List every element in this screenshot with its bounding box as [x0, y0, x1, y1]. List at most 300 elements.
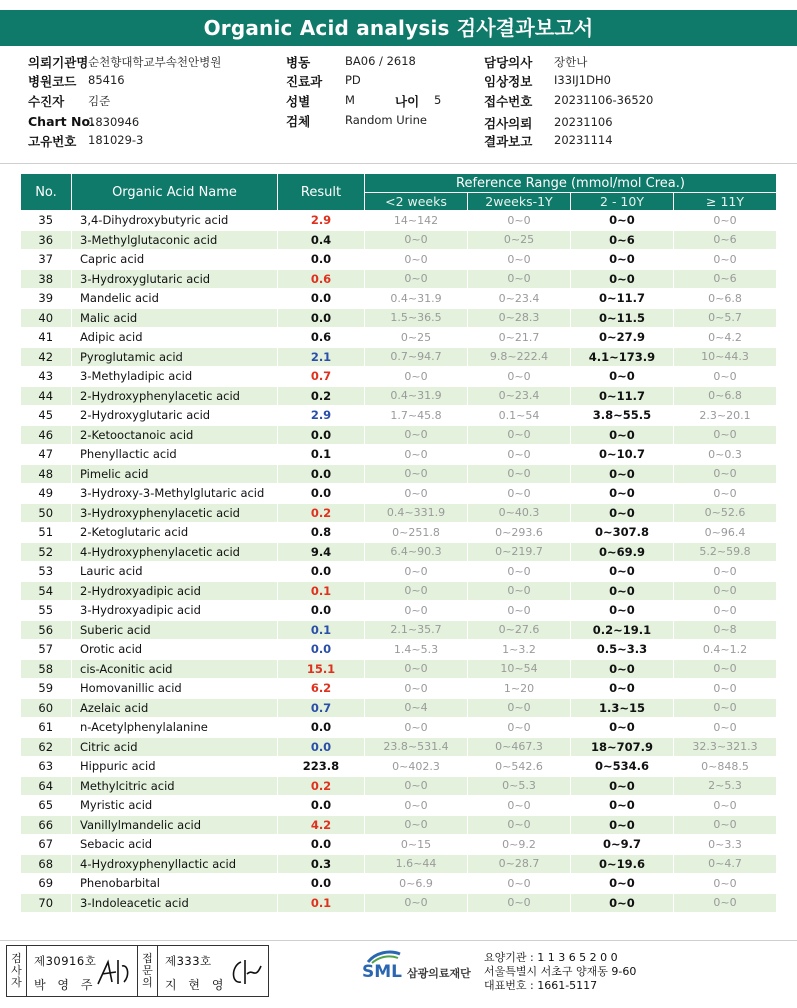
ref-under-2-weeks: 0~0: [365, 269, 468, 289]
info-label: 진료과: [286, 74, 323, 89]
row-number: 52: [21, 542, 72, 562]
result-value: 0.0: [278, 250, 365, 270]
info-value: 20231106-36520: [554, 93, 654, 107]
acid-name: Suberic acid: [72, 620, 278, 640]
approver-label: [138, 946, 158, 996]
ref-under-2-weeks: 0~0: [365, 679, 468, 699]
ref-under-2-weeks: 0~15: [365, 835, 468, 855]
ref-2-weeks-1-year: 0~0: [468, 815, 571, 835]
acid-name: 2-Ketoglutaric acid: [72, 523, 278, 543]
ref-11-years-plus: 10~44.3: [674, 347, 777, 367]
info-label: 수진자: [28, 94, 65, 109]
ref-2-10-years: 0~0: [571, 503, 674, 523]
ref-under-2-weeks: 14~142: [365, 211, 468, 231]
ref-2-weeks-1-year: 1~3.2: [468, 640, 571, 660]
col-header-result: Result: [278, 174, 365, 211]
table-row: [21, 386, 777, 406]
ref-2-10-years: 0~0: [571, 776, 674, 796]
ref-under-2-weeks: 0.4~331.9: [365, 503, 468, 523]
ref-under-2-weeks: 0~0: [365, 425, 468, 445]
acid-name: 3-Indoleacetic acid: [72, 893, 278, 913]
inspector-code: 제30916호: [34, 954, 97, 968]
result-value: 0.2: [278, 503, 365, 523]
ref-11-years-plus: 32.3~321.3: [674, 737, 777, 757]
col-header-no: No.: [21, 174, 72, 211]
row-number: 40: [21, 308, 72, 328]
acid-name: Vanillylmandelic acid: [72, 815, 278, 835]
label-char: 검: [11, 952, 22, 965]
row-number: 59: [21, 679, 72, 699]
ref-2-10-years: 0~6: [571, 230, 674, 250]
info-value: 20231106: [554, 115, 613, 129]
ref-11-years-plus: 0~0: [674, 874, 777, 894]
result-value: 15.1: [278, 659, 365, 679]
ref-2-10-years: 0~19.6: [571, 854, 674, 874]
ref-11-years-plus: 0~0: [674, 815, 777, 835]
ref-11-years-plus: 0~6.8: [674, 386, 777, 406]
acid-name: Phenyllactic acid: [72, 445, 278, 465]
ref-under-2-weeks: 0.4~31.9: [365, 289, 468, 309]
ref-under-2-weeks: 0~0: [365, 815, 468, 835]
result-value: 0.2: [278, 776, 365, 796]
label-char: 사: [11, 964, 22, 977]
acid-name: Malic acid: [72, 308, 278, 328]
header-divider: [0, 163, 797, 164]
table-row: [21, 796, 777, 816]
ref-2-weeks-1-year: 0~219.7: [468, 542, 571, 562]
info-value: 181029-3: [88, 133, 144, 147]
result-value: 0.2: [278, 386, 365, 406]
sml-logo: [362, 950, 482, 990]
ref-11-years-plus: 0~0.3: [674, 445, 777, 465]
col-header-range: 2 - 10Y: [571, 193, 674, 211]
report-title: Organic Acid analysis 검사결과보고서: [0, 10, 797, 46]
ref-11-years-plus: 2.3~20.1: [674, 406, 777, 426]
result-value: 0.0: [278, 484, 365, 504]
approver-signature: [227, 956, 263, 990]
acid-name: 3-Hydroxy-3-Methylglutaric acid: [72, 484, 278, 504]
inspector-name: 박 영 주: [34, 978, 97, 992]
ref-2-weeks-1-year: 0~9.2: [468, 835, 571, 855]
row-number: 47: [21, 445, 72, 465]
acid-name: 2-Hydroxyadipic acid: [72, 581, 278, 601]
signature-box: [6, 945, 269, 997]
row-number: 67: [21, 835, 72, 855]
acid-name: 2-Hydroxyphenylacetic acid: [72, 386, 278, 406]
col-header-range: <2 weeks: [365, 193, 468, 211]
age-label: 나이: [395, 94, 420, 109]
ref-under-2-weeks: 0~0: [365, 581, 468, 601]
result-value: 0.0: [278, 718, 365, 738]
ref-2-weeks-1-year: 0~293.6: [468, 523, 571, 543]
ref-2-weeks-1-year: 0~0: [468, 796, 571, 816]
ref-2-10-years: 0~10.7: [571, 445, 674, 465]
ref-2-10-years: 0~11.7: [571, 386, 674, 406]
ref-2-10-years: 0~0: [571, 464, 674, 484]
row-number: 36: [21, 230, 72, 250]
info-label: 검체: [286, 114, 311, 129]
table-row: [21, 269, 777, 289]
ref-under-2-weeks: 1.6~44: [365, 854, 468, 874]
ref-2-10-years: 0~0: [571, 562, 674, 582]
ref-under-2-weeks: 0~0: [365, 230, 468, 250]
ref-11-years-plus: 0.4~1.2: [674, 640, 777, 660]
ref-2-10-years: 0~0: [571, 718, 674, 738]
ref-11-years-plus: 2~5.3: [674, 776, 777, 796]
ref-2-weeks-1-year: 0~5.3: [468, 776, 571, 796]
ref-2-10-years: 0~27.9: [571, 328, 674, 348]
ref-2-weeks-1-year: 0~28.7: [468, 854, 571, 874]
label-char: 자: [11, 976, 22, 989]
approver-name: 지 현 영: [165, 978, 228, 992]
ref-2-10-years: 0~11.7: [571, 289, 674, 309]
table-row: [21, 893, 777, 913]
ref-2-weeks-1-year: 0~542.6: [468, 757, 571, 777]
row-number: 45: [21, 406, 72, 426]
ref-11-years-plus: 0~0: [674, 250, 777, 270]
col-header-reference: Reference Range (mmol/mol Crea.): [365, 174, 777, 193]
row-number: 51: [21, 523, 72, 543]
row-number: 63: [21, 757, 72, 777]
ref-2-weeks-1-year: 0.1~54: [468, 406, 571, 426]
result-value: 0.0: [278, 289, 365, 309]
result-value: 2.1: [278, 347, 365, 367]
acid-name: Orotic acid: [72, 640, 278, 660]
row-number: 39: [21, 289, 72, 309]
result-value: 4.2: [278, 815, 365, 835]
ref-11-years-plus: 0~8: [674, 620, 777, 640]
ref-11-years-plus: 0~4.2: [674, 328, 777, 348]
inspector-signature: [94, 956, 134, 990]
ref-under-2-weeks: 0~25: [365, 328, 468, 348]
ref-2-weeks-1-year: 0~467.3: [468, 737, 571, 757]
row-number: 54: [21, 581, 72, 601]
row-number: 69: [21, 874, 72, 894]
table-row: [21, 640, 777, 660]
table-row: [21, 308, 777, 328]
col-header-name: Organic Acid Name: [72, 174, 278, 211]
table-row: [21, 659, 777, 679]
ref-2-10-years: 0.2~19.1: [571, 620, 674, 640]
ref-2-10-years: 0~0: [571, 893, 674, 913]
row-number: 37: [21, 250, 72, 270]
result-value: 0.1: [278, 445, 365, 465]
ref-11-years-plus: 0~4.7: [674, 854, 777, 874]
table-row: [21, 737, 777, 757]
ref-2-10-years: 0~0: [571, 679, 674, 699]
ref-under-2-weeks: 0~0: [365, 718, 468, 738]
ref-11-years-plus: 0~0: [674, 211, 777, 231]
acid-name: Methylcitric acid: [72, 776, 278, 796]
acid-name: Citric acid: [72, 737, 278, 757]
acid-name: 3-Hydroxyadipic acid: [72, 601, 278, 621]
ref-under-2-weeks: 0~0: [365, 601, 468, 621]
table-row: [21, 328, 777, 348]
acid-name: n-Acetylphenylalanine: [72, 718, 278, 738]
ref-under-2-weeks: 1.7~45.8: [365, 406, 468, 426]
table-row: [21, 620, 777, 640]
ref-11-years-plus: 0~6: [674, 269, 777, 289]
footer-divider: [0, 940, 797, 941]
ref-under-2-weeks: 0~0: [365, 464, 468, 484]
ref-2-10-years: 0~69.9: [571, 542, 674, 562]
ref-2-10-years: 0~0: [571, 815, 674, 835]
inspector-label: [7, 946, 27, 996]
info-value: 85416: [88, 73, 125, 87]
row-number: 62: [21, 737, 72, 757]
acid-name: Mandelic acid: [72, 289, 278, 309]
row-number: 53: [21, 562, 72, 582]
info-label: 접수번호: [484, 94, 533, 109]
table-row: [21, 503, 777, 523]
result-value: 0.0: [278, 425, 365, 445]
info-label: 담당의사: [484, 55, 533, 70]
info-value: Random Urine: [345, 113, 427, 127]
ref-under-2-weeks: 0~6.9: [365, 874, 468, 894]
table-row: [21, 718, 777, 738]
info-value: 장한나: [554, 55, 588, 69]
acid-name: Pimelic acid: [72, 464, 278, 484]
ref-2-10-years: 0~307.8: [571, 523, 674, 543]
row-number: 55: [21, 601, 72, 621]
row-number: 43: [21, 367, 72, 387]
ref-2-weeks-1-year: 0~0: [468, 484, 571, 504]
ref-2-10-years: 0~0: [571, 425, 674, 445]
row-number: 66: [21, 815, 72, 835]
result-value: 0.0: [278, 464, 365, 484]
table-row: [21, 542, 777, 562]
result-value: 0.1: [278, 893, 365, 913]
ref-under-2-weeks: 0.4~31.9: [365, 386, 468, 406]
result-value: 0.3: [278, 854, 365, 874]
table-row: [21, 757, 777, 777]
table-row: [21, 874, 777, 894]
table-row: [21, 289, 777, 309]
ref-11-years-plus: 0~0: [674, 718, 777, 738]
table-row: [21, 776, 777, 796]
row-number: 61: [21, 718, 72, 738]
ref-2-10-years: 0~0: [571, 581, 674, 601]
row-number: 42: [21, 347, 72, 367]
ref-2-weeks-1-year: 0~0: [468, 250, 571, 270]
table-row: [21, 211, 777, 231]
acid-name: 4-Hydroxyphenylacetic acid: [72, 542, 278, 562]
ref-under-2-weeks: 0~0: [365, 893, 468, 913]
ref-2-weeks-1-year: 0~0: [468, 425, 571, 445]
acid-name: Myristic acid: [72, 796, 278, 816]
ref-2-weeks-1-year: 0~0: [468, 367, 571, 387]
acid-name: 4-Hydroxyphenyllactic acid: [72, 854, 278, 874]
logo-text: SML: [362, 962, 402, 982]
ref-11-years-plus: 0~848.5: [674, 757, 777, 777]
ref-11-years-plus: 0~0: [674, 679, 777, 699]
ref-2-weeks-1-year: 0~0: [468, 581, 571, 601]
ref-2-10-years: 0~0: [571, 367, 674, 387]
result-value: 223.8: [278, 757, 365, 777]
ref-11-years-plus: 0~96.4: [674, 523, 777, 543]
results-body: [21, 211, 777, 913]
result-value: 0.0: [278, 874, 365, 894]
ref-11-years-plus: 0~0: [674, 425, 777, 445]
ref-2-10-years: 4.1~173.9: [571, 347, 674, 367]
acid-name: 2-Ketooctanoic acid: [72, 425, 278, 445]
acid-name: Lauric acid: [72, 562, 278, 582]
lab-info-line: 대표번호 : 1661-5117: [484, 979, 598, 992]
ref-under-2-weeks: 0~0: [365, 659, 468, 679]
result-value: 0.1: [278, 581, 365, 601]
ref-2-weeks-1-year: 0~21.7: [468, 328, 571, 348]
row-number: 44: [21, 386, 72, 406]
table-row: [21, 367, 777, 387]
row-number: 58: [21, 659, 72, 679]
info-value: I33IJ1DH0: [554, 73, 611, 87]
row-number: 46: [21, 425, 72, 445]
ref-under-2-weeks: 0~0: [365, 796, 468, 816]
ref-11-years-plus: 0~0: [674, 367, 777, 387]
ref-2-10-years: 0~0: [571, 250, 674, 270]
info-label: 병동: [286, 55, 311, 70]
row-number: 35: [21, 211, 72, 231]
ref-2-weeks-1-year: 0~0: [468, 893, 571, 913]
label-char: 의: [142, 976, 153, 989]
acid-name: 2-Hydroxyglutaric acid: [72, 406, 278, 426]
ref-11-years-plus: 5.2~59.8: [674, 542, 777, 562]
ref-11-years-plus: 0~0: [674, 698, 777, 718]
acid-name: Adipic acid: [72, 328, 278, 348]
age-value: 5: [434, 93, 442, 107]
ref-under-2-weeks: 0.7~94.7: [365, 347, 468, 367]
row-number: 60: [21, 698, 72, 718]
ref-2-weeks-1-year: 0~0: [468, 211, 571, 231]
ref-11-years-plus: 0~5.7: [674, 308, 777, 328]
table-row: [21, 464, 777, 484]
row-number: 64: [21, 776, 72, 796]
ref-2-10-years: 18~707.9: [571, 737, 674, 757]
ref-11-years-plus: 0~6.8: [674, 289, 777, 309]
col-header-range: 2weeks-1Y: [468, 193, 571, 211]
result-value: 0.0: [278, 835, 365, 855]
acid-name: Phenobarbital: [72, 874, 278, 894]
info-label: 성별: [286, 94, 311, 109]
ref-2-weeks-1-year: 0~23.4: [468, 289, 571, 309]
ref-under-2-weeks: 1.4~5.3: [365, 640, 468, 660]
label-char: 문: [142, 964, 153, 977]
info-value: 1830946: [88, 115, 140, 129]
acid-name: Pyroglutamic acid: [72, 347, 278, 367]
ref-11-years-plus: 0~3.3: [674, 835, 777, 855]
ref-under-2-weeks: 0~402.3: [365, 757, 468, 777]
info-label: Chart No.: [28, 114, 95, 129]
table-row: [21, 854, 777, 874]
row-number: 70: [21, 893, 72, 913]
ref-2-weeks-1-year: 9.8~222.4: [468, 347, 571, 367]
table-row: [21, 406, 777, 426]
ref-11-years-plus: 0~0: [674, 581, 777, 601]
table-row: [21, 601, 777, 621]
acid-name: Azelaic acid: [72, 698, 278, 718]
ref-under-2-weeks: 0~0: [365, 445, 468, 465]
lab-info-line: 서울특별시 서초구 양재동 9-60: [484, 965, 637, 978]
table-row: [21, 250, 777, 270]
lab-info: [484, 951, 636, 993]
ref-2-weeks-1-year: 0~23.4: [468, 386, 571, 406]
row-number: 65: [21, 796, 72, 816]
acid-name: 3-Hydroxyphenylacetic acid: [72, 503, 278, 523]
ref-2-weeks-1-year: 1~20: [468, 679, 571, 699]
ref-2-weeks-1-year: 0~28.3: [468, 308, 571, 328]
ref-2-10-years: 0~0: [571, 211, 674, 231]
result-value: 0.0: [278, 737, 365, 757]
info-value: 김준: [88, 94, 111, 108]
ref-2-10-years: 0~0: [571, 874, 674, 894]
result-value: 6.2: [278, 679, 365, 699]
ref-under-2-weeks: 6.4~90.3: [365, 542, 468, 562]
row-number: 48: [21, 464, 72, 484]
result-value: 0.8: [278, 523, 365, 543]
acid-name: 3-Methylglutaconic acid: [72, 230, 278, 250]
acid-name: cis-Aconitic acid: [72, 659, 278, 679]
row-number: 38: [21, 269, 72, 289]
row-number: 56: [21, 620, 72, 640]
inspector-cell: [28, 946, 138, 996]
info-label: 결과보고: [484, 134, 533, 149]
ref-2-10-years: 1.3~15: [571, 698, 674, 718]
ref-11-years-plus: 0~0: [674, 601, 777, 621]
ref-11-years-plus: 0~0: [674, 659, 777, 679]
ref-2-weeks-1-year: 0~0: [468, 601, 571, 621]
result-value: 9.4: [278, 542, 365, 562]
org-name: 삼광의료재단: [407, 967, 471, 980]
ref-2-weeks-1-year: 0~0: [468, 718, 571, 738]
row-number: 57: [21, 640, 72, 660]
col-header-range: ≥ 11Y: [674, 193, 777, 211]
info-value: 순천향대학교부속천안병원: [88, 55, 222, 69]
info-value: BA06 / 2618: [345, 54, 416, 68]
info-value: M: [345, 93, 355, 107]
acid-name: Capric acid: [72, 250, 278, 270]
ref-under-2-weeks: 0~0: [365, 562, 468, 582]
ref-2-weeks-1-year: 0~25: [468, 230, 571, 250]
ref-2-weeks-1-year: 10~54: [468, 659, 571, 679]
ref-11-years-plus: 0~52.6: [674, 503, 777, 523]
info-label: 고유번호: [28, 134, 77, 149]
result-value: 0.7: [278, 367, 365, 387]
ref-2-10-years: 0~9.7: [571, 835, 674, 855]
info-value: 20231114: [554, 133, 613, 147]
info-label: 병원코드: [28, 74, 77, 89]
table-row: [21, 230, 777, 250]
row-number: 68: [21, 854, 72, 874]
acid-name: 3-Methyladipic acid: [72, 367, 278, 387]
ref-11-years-plus: 0~0: [674, 484, 777, 504]
label-char: 접: [142, 952, 153, 965]
ref-11-years-plus: 0~0: [674, 562, 777, 582]
ref-under-2-weeks: 0~0: [365, 484, 468, 504]
ref-2-weeks-1-year: 0~27.6: [468, 620, 571, 640]
ref-2-weeks-1-year: 0~0: [468, 698, 571, 718]
ref-11-years-plus: 0~0: [674, 464, 777, 484]
row-number: 49: [21, 484, 72, 504]
ref-2-10-years: 0~534.6: [571, 757, 674, 777]
result-value: 2.9: [278, 211, 365, 231]
ref-2-10-years: 0~0: [571, 484, 674, 504]
result-value: 0.1: [278, 620, 365, 640]
ref-2-10-years: 0~0: [571, 601, 674, 621]
info-label: 검사의뢰: [484, 116, 533, 131]
results-table: [20, 173, 777, 913]
ref-2-10-years: 0~0: [571, 659, 674, 679]
info-label: 의뢰기관명: [28, 55, 89, 70]
